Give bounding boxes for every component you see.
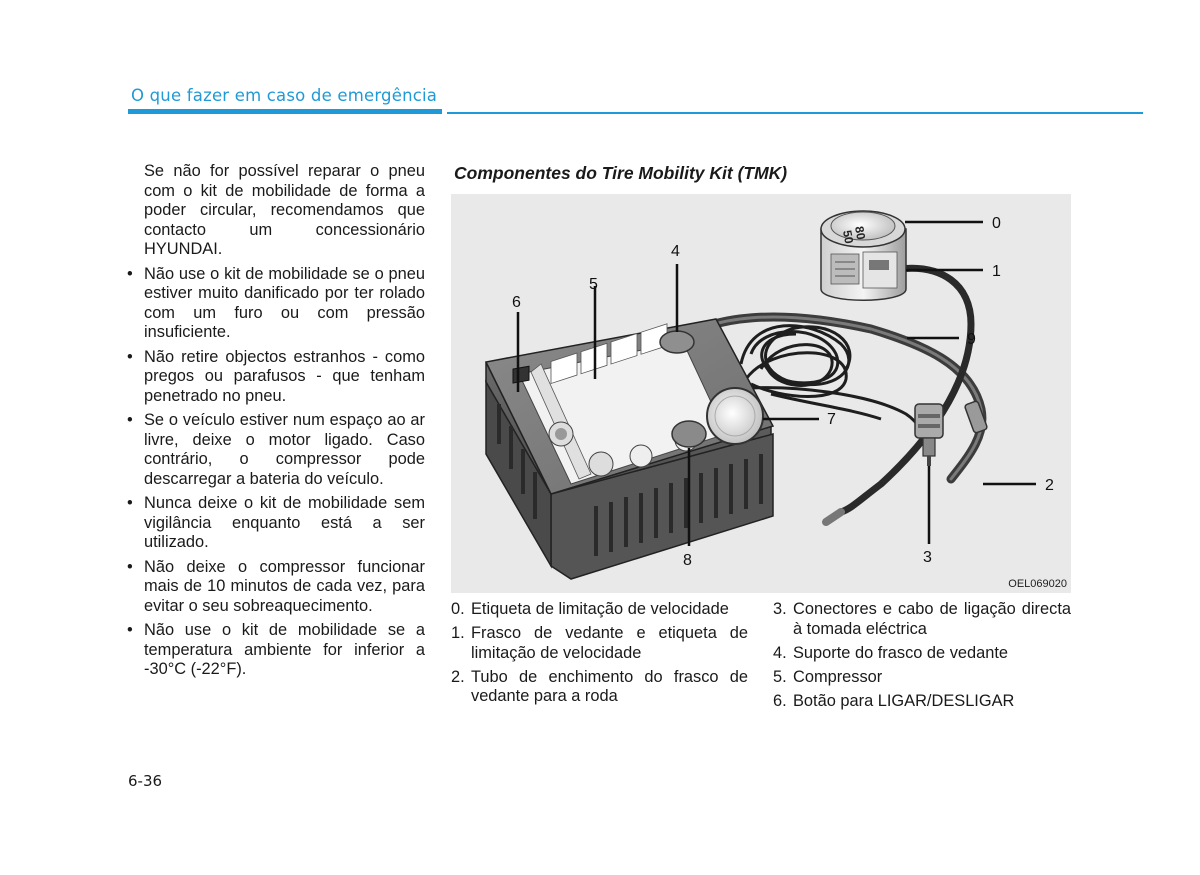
callout-4: 4 xyxy=(671,243,680,260)
caption-text: Etiqueta de limitação de velocidade xyxy=(471,600,729,618)
speed-label-50: 50 xyxy=(840,229,857,245)
warning-item: • Não retire objectos estranhos - como pregos ou parafusos - que tenham penetrado no pneu. xyxy=(125,348,425,407)
callout-2: 2 xyxy=(1045,477,1054,494)
figure-code: OEL069020 xyxy=(1008,578,1067,590)
caption-text: Suporte do frasco de vedante xyxy=(793,643,1009,662)
caption-column-1 xyxy=(451,600,748,711)
header-rule-thick xyxy=(128,109,442,114)
warning-item: • Nunca deixe o kit de mobilidade sem vigilância enquanto está a ser utilizado. xyxy=(125,494,425,553)
warning-item: • Não use o kit de mobilidade se a temperatura ambiente for inferior a -30°C (-22°F). xyxy=(125,621,425,680)
caption-number: 2. xyxy=(451,667,465,686)
tmk-illustration xyxy=(451,194,1071,593)
caption-item xyxy=(773,692,1071,712)
warning-item: • Não deixe o compressor funcionar mais de 10 minutos de cada vez, para evitar o seu sobreaquecimento. xyxy=(125,558,425,617)
sealant-bottle xyxy=(821,211,906,300)
intro-paragraph: Se não for possível reparar o pneu com o kit de mobilidade de forma a poder circular, recomendamos que contacto um concessionário HYUNDAI. xyxy=(144,162,425,258)
compressor xyxy=(486,319,773,579)
caption-number: 3. xyxy=(773,600,787,618)
speed-label-80: 80 xyxy=(852,225,869,241)
callout-8: 8 xyxy=(683,552,692,569)
caption-item xyxy=(773,644,1071,664)
warning-item: • Não use o kit de mobilidade se o pneu estiver muito danificado por ter rolado com um furo ou com pressão insuficiente. xyxy=(125,265,425,343)
warning-item: • Se o veículo estiver num espaço ao ar livre, deixe o motor ligado. Caso contrário, o compressor pode descarregar a bateria do veículo. xyxy=(125,411,425,489)
running-header: O que fazer em caso de emergência xyxy=(131,86,438,105)
figure-section-title: Componentes do Tire Mobility Kit (TMK) xyxy=(454,163,788,183)
caption-text: Frasco de vedante e etiqueta de limitação de velocidade xyxy=(471,624,748,662)
power-plug xyxy=(915,404,943,466)
callout-7: 7 xyxy=(827,411,836,428)
warning-list xyxy=(125,265,425,680)
callout-0: 0 xyxy=(992,215,1001,232)
caption-text: Tubo de enchimento do frasco de vedante para a roda xyxy=(471,667,748,705)
caption-column-2 xyxy=(773,600,1071,716)
bottle-holder xyxy=(660,331,694,353)
caption-item xyxy=(451,600,748,620)
page-number: 6-36 xyxy=(128,772,163,790)
caption-number: 1. xyxy=(451,624,465,642)
callout-6: 6 xyxy=(512,294,521,311)
power-switch xyxy=(513,366,529,383)
compressor-recess xyxy=(672,421,706,447)
caption-number: 0. xyxy=(451,600,465,618)
callout-9: 9 xyxy=(967,331,976,348)
caption-number: 6. xyxy=(773,691,787,710)
callout-5: 5 xyxy=(589,276,598,293)
caption-number: 5. xyxy=(773,667,787,686)
caption-item xyxy=(773,600,1071,639)
caption-text: Conectores e cabo de ligação directa à tomada eléctrica xyxy=(793,600,1071,638)
left-text-column xyxy=(125,162,425,685)
caption-item xyxy=(773,668,1071,688)
caption-number: 4. xyxy=(773,643,787,662)
caption-item xyxy=(451,624,748,663)
caption-text: Compressor xyxy=(793,667,883,686)
caption-text: Botão para LIGAR/DESLIGAR xyxy=(793,691,1015,710)
header-rule-thin xyxy=(447,112,1143,114)
caption-item xyxy=(451,668,748,707)
callout-1: 1 xyxy=(992,263,1001,280)
tmk-components-figure xyxy=(451,194,1071,593)
callout-3: 3 xyxy=(923,549,932,566)
